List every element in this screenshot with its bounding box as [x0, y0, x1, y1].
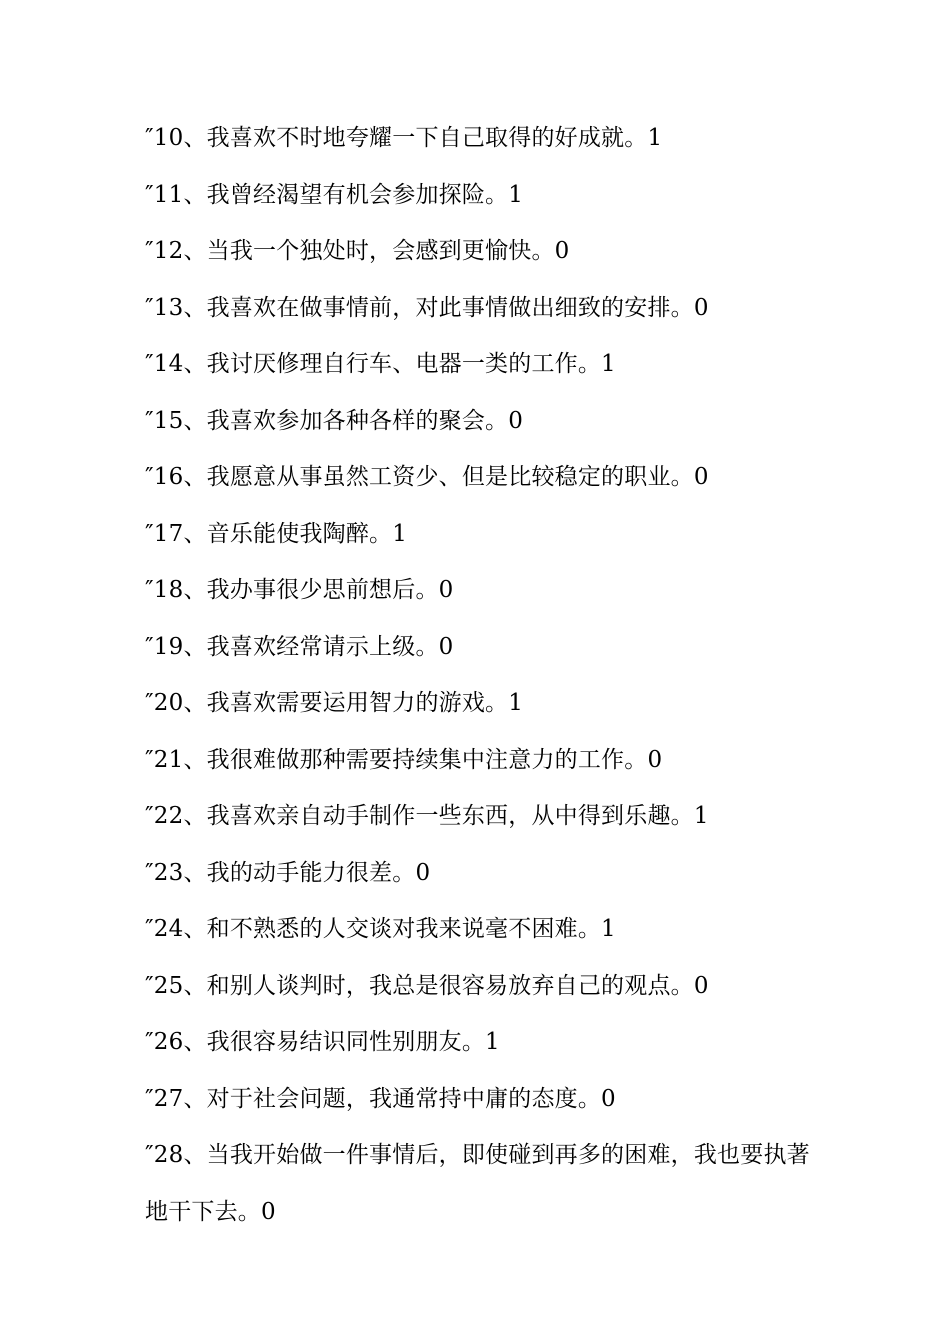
- list-item: ″22、我喜欢亲自动手制作一些东西，从中得到乐趣。1: [145, 803, 709, 829]
- list-item: ″10、我喜欢不时地夸耀一下自己取得的好成就。1: [145, 125, 663, 151]
- list-item: ″21、我很难做那种需要持续集中注意力的工作。0: [145, 746, 663, 773]
- list-item: ″18、我办事很少思前想后。0: [145, 577, 454, 603]
- list-item: ″28、当我开始做一件事情后，即使碰到再多的困难，我也要执著地干下去。0: [145, 1142, 810, 1225]
- list-item: ″27、对于社会问题，我通常持中庸的态度。0: [145, 1085, 616, 1112]
- list-item: ″13、我喜欢在做事情前，对此事情做出细致的安排。0: [145, 294, 709, 321]
- list-item: ″19、我喜欢经常请示上级。0: [145, 633, 454, 660]
- list-item: ″25、和别人谈判时，我总是很容易放弃自己的观点。0: [145, 972, 709, 999]
- list-item: ″24、和不熟悉的人交谈对我来说毫不困难。1: [145, 916, 616, 942]
- questionnaire-list: [145, 110, 825, 1240]
- list-item: ″14、我讨厌修理自行车、电器一类的工作。1: [145, 351, 616, 377]
- list-item: ″16、我愿意从事虽然工资少、但是比较稳定的职业。0: [145, 464, 709, 490]
- list-item: ″12、当我一个独处时，会感到更愉快。0: [145, 238, 570, 264]
- list-item: ″15、我喜欢参加各种各样的聚会。0: [145, 407, 524, 434]
- list-item: ″26、我很容易结识同性别朋友。1: [145, 1029, 500, 1055]
- list-item: ″11、我曾经渴望有机会参加探险。1: [145, 181, 524, 208]
- list-item: ″20、我喜欢需要运用智力的游戏。1: [145, 690, 524, 716]
- list-item: ″17、音乐能使我陶醉。1: [145, 520, 408, 547]
- list-item: ″23、我的动手能力很差。0: [145, 859, 431, 886]
